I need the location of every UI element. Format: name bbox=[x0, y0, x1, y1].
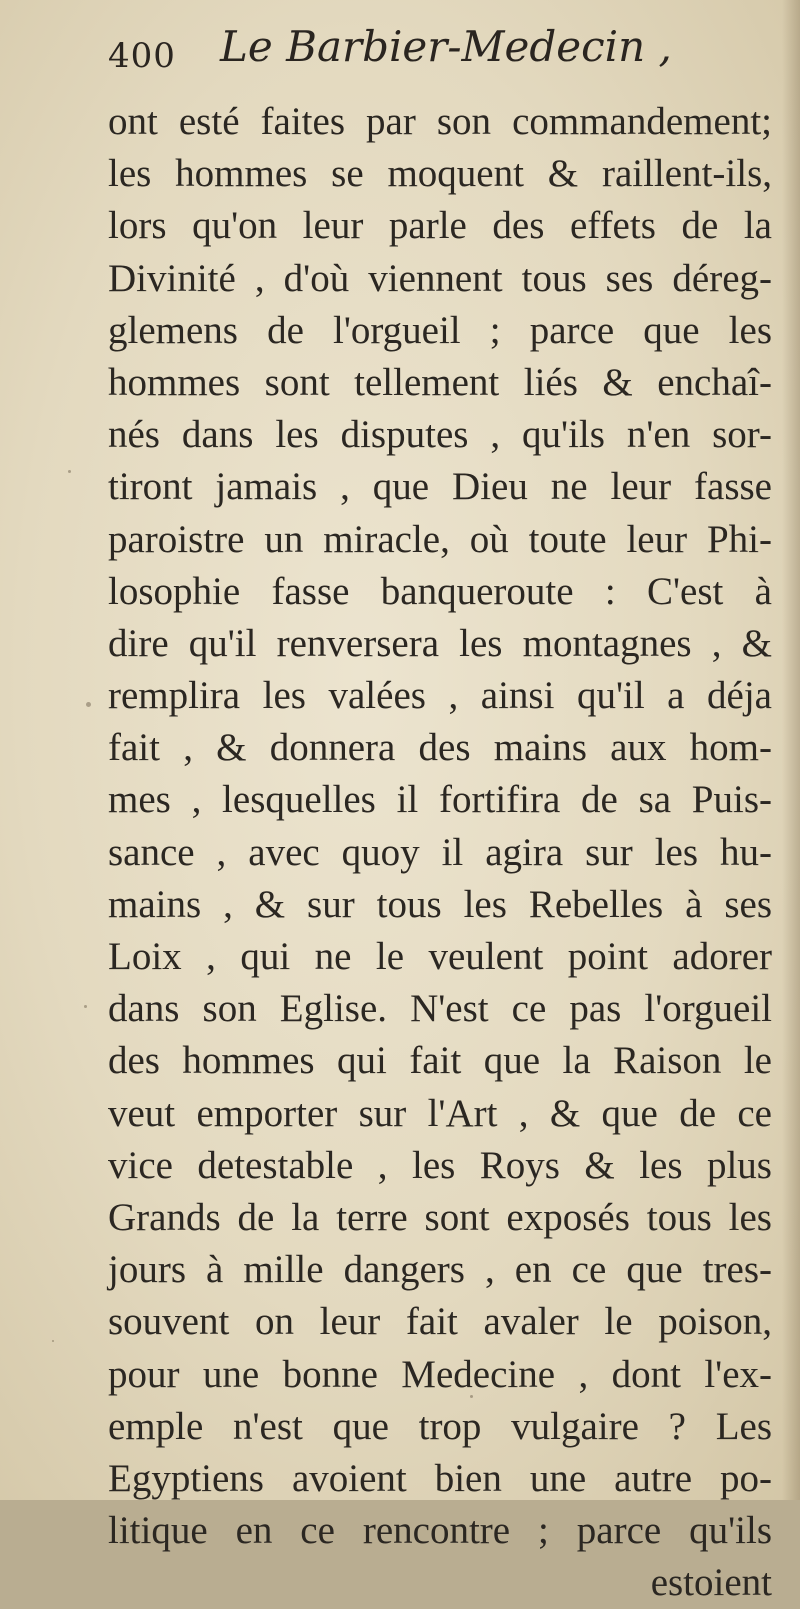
text-line: veut emporter sur l'Art , & que de ce bbox=[108, 1091, 772, 1135]
text-line: Grands de la terre sont exposés tous les bbox=[108, 1195, 772, 1239]
text-line: Divinité , d'où viennent tous ses déreg- bbox=[108, 256, 772, 300]
text-line: remplira les valées , ainsi qu'il a déja bbox=[108, 674, 772, 718]
text-line: les hommes se moquent & raillent-ils, bbox=[108, 152, 772, 196]
text-line: lors qu'on leur parle des effets de la bbox=[108, 204, 772, 248]
text-line: Egyptiens avoient bien une autre po- bbox=[108, 1456, 772, 1500]
text-line: jours à mille dangers , en ce que tres- bbox=[108, 1248, 772, 1292]
text-line: Loix , qui ne le veulent point adorer bbox=[108, 935, 772, 978]
text-line: losophie fasse banqueroute : C'est à bbox=[108, 569, 772, 613]
text-line: ont esté faites par son commandement; bbox=[108, 100, 772, 143]
text-line: mes , lesquelles il fortifira de sa Puis- bbox=[108, 778, 772, 822]
text-line: nés dans les disputes , qu'ils n'en sor- bbox=[108, 413, 772, 457]
text-line: paroistre un miracle, où toute leur Phi- bbox=[108, 517, 772, 561]
text-line: hommes sont tellement liés & enchaî- bbox=[108, 360, 772, 404]
text-line: souvent on leur fait avaler le poison, bbox=[108, 1300, 772, 1344]
text-line: mains , & sur tous les Rebelles à ses bbox=[108, 882, 772, 926]
body-text bbox=[108, 96, 772, 1609]
paper-speck bbox=[84, 1005, 87, 1008]
text-line: tiront jamais , que Dieu ne leur fasse bbox=[108, 465, 772, 509]
paper-speck bbox=[470, 1395, 473, 1398]
paper-speck bbox=[52, 1340, 54, 1342]
text-line: fait , & donnera des mains aux hom- bbox=[108, 726, 772, 770]
running-title: Le Barbier-Medecin , bbox=[220, 22, 672, 71]
text-line: des hommes qui fait que la Raison le bbox=[108, 1039, 772, 1083]
text-line: litique en ce rencontre ; parce qu'ils bbox=[108, 1509, 772, 1553]
text-line: emple n'est que trop vulgaire ? Les bbox=[108, 1404, 772, 1448]
text-line: sance , avec quoy il agira sur les hu- bbox=[108, 830, 772, 874]
paper-speck bbox=[86, 702, 91, 707]
catchword: estoient bbox=[650, 1561, 772, 1605]
page-number: 400 bbox=[108, 36, 176, 76]
text-line: vice detestable , les Roys & les plus bbox=[108, 1143, 772, 1187]
text-line: dans son Eglise. N'est ce pas l'orgueil bbox=[108, 987, 772, 1031]
text-line: dire qu'il renversera les montagnes , & bbox=[108, 621, 772, 665]
running-head bbox=[108, 22, 768, 86]
text-line: pour une bonne Medecine , dont l'ex- bbox=[108, 1352, 772, 1396]
paper-speck bbox=[68, 470, 71, 473]
text-line: glemens de l'orgueil ; parce que les bbox=[108, 308, 772, 352]
